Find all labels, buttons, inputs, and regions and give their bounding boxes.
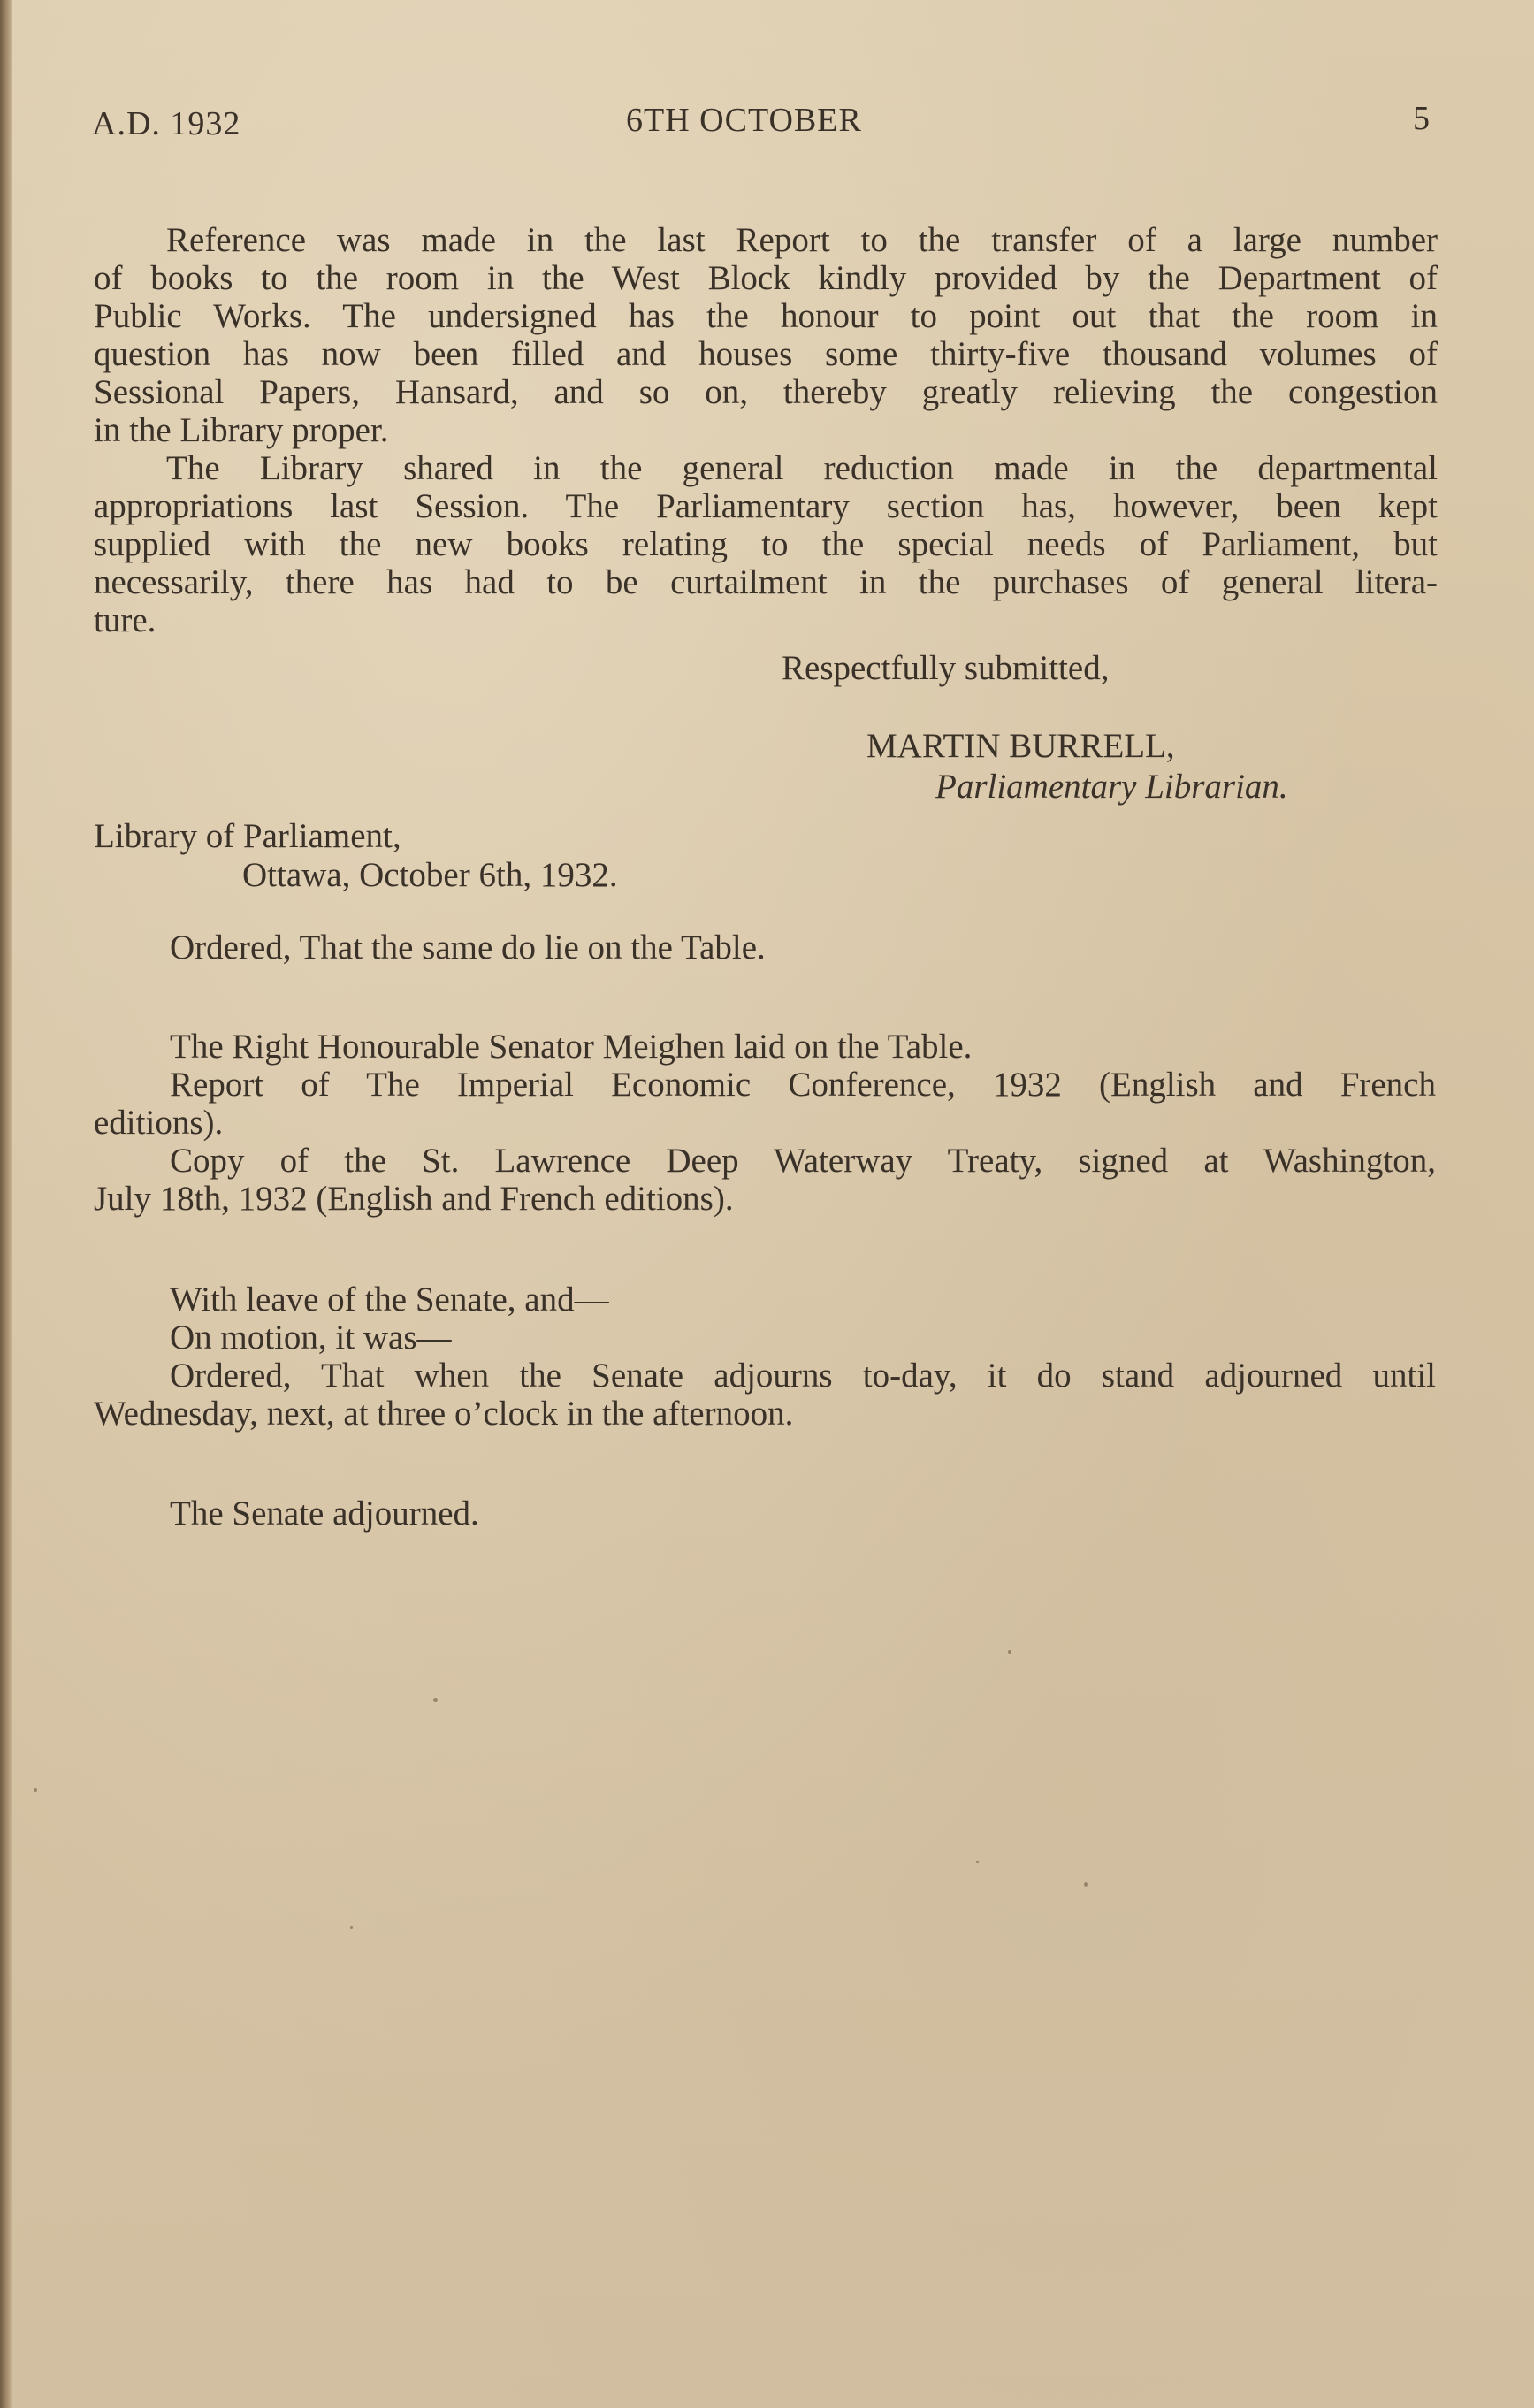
- order-line: Ordered, That the same do lie on the Table.: [170, 929, 766, 967]
- paper-speck: [1084, 1882, 1088, 1887]
- text-line: On motion, it was—: [170, 1319, 452, 1357]
- text-line: The Library shared in the general reduction made in the departmental: [166, 449, 1438, 487]
- text-line: Sessional Papers, Hansard, and so on, thereby greatly relieving the congestion: [94, 373, 1438, 411]
- text-line: Ordered, That when the Senate adjourns to-day, it do stand adjourned until: [170, 1357, 1436, 1395]
- text-line: appropriations last Session. The Parliamentary section has, however, been kept: [94, 487, 1438, 525]
- running-head-year: A.D. 1932: [92, 105, 241, 142]
- paper-speck: [1008, 1650, 1011, 1654]
- text-line: July 18th, 1932 (English and French editions).: [94, 1180, 734, 1218]
- date-line: Ottawa, October 6th, 1932.: [242, 856, 618, 894]
- page-binding-edge: [0, 0, 12, 2408]
- text-line: Reference was made in the last Report to the transfer of a large number: [166, 221, 1438, 259]
- paper-speck: [976, 1861, 979, 1863]
- signatory-name: MARTIN BURRELL,: [866, 727, 1175, 765]
- text-line: question has now been filled and houses some thirty-five thousand volumes of: [94, 335, 1438, 373]
- text-line: necessarily, there has had to be curtailment in the purchases of general litera-: [94, 563, 1438, 601]
- text-line: Wednesday, next, at three o’clock in the afternoon.: [94, 1395, 794, 1433]
- signatory-title: Parliamentary Librarian.: [935, 768, 1288, 806]
- text-line: Public Works. The undersigned has the honour to point out that the room in: [94, 297, 1438, 335]
- page-number: 5: [1413, 100, 1430, 137]
- paper-speck: [34, 1788, 37, 1792]
- text-line: in the Library proper.: [94, 411, 389, 449]
- text-line: of books to the room in the West Block kindly provided by the Department of: [94, 259, 1438, 297]
- text-line: editions).: [94, 1104, 224, 1142]
- text-line: supplied with the new books relating to the special needs of Parliament, but: [94, 525, 1438, 563]
- running-head-date: 6TH OCTOBER: [626, 102, 862, 139]
- paper-speck: [350, 1926, 353, 1929]
- place-line: Library of Parliament,: [94, 817, 401, 855]
- closing-line: Respectfully submitted,: [782, 649, 1110, 687]
- running-head: [0, 100, 1534, 154]
- text-line: ture.: [94, 601, 156, 639]
- adjourned-line: The Senate adjourned.: [170, 1494, 479, 1533]
- paper-speck: [433, 1698, 438, 1702]
- text-line: With leave of the Senate, and—: [170, 1280, 609, 1319]
- text-line: Report of The Imperial Economic Conference, 1932 (English and French: [170, 1066, 1436, 1104]
- text-line: Copy of the St. Lawrence Deep Waterway Treaty, signed at Washington,: [170, 1142, 1436, 1180]
- tabled-intro: The Right Honourable Senator Meighen laid on the Table.: [170, 1028, 973, 1066]
